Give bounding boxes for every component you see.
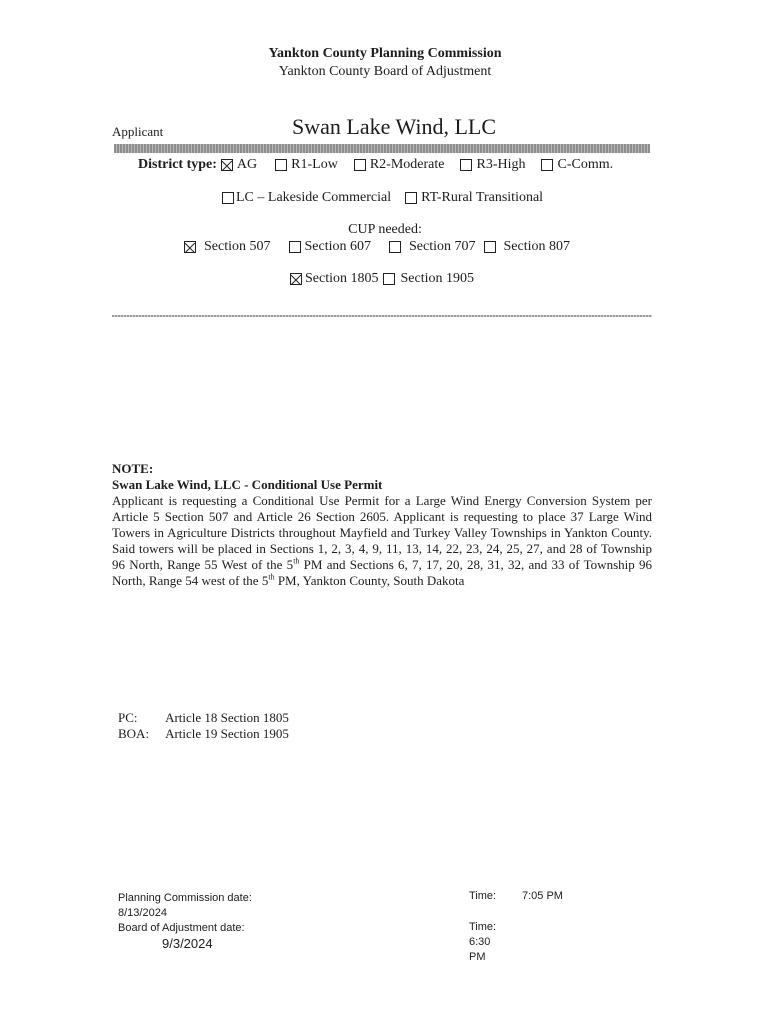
references (118, 710, 305, 742)
boa-label: BOA: (118, 726, 150, 741)
boa-date-label: Board of Adjustment date: (118, 922, 245, 934)
checkbox-icon[interactable] (484, 241, 496, 253)
section-divider (112, 315, 652, 317)
cup-option-label: Section 1905 (400, 271, 474, 286)
note-text-1: Applicant is requesting a Conditional Use Permit for a Large Wind Energy Conversion System per Article 5 Section 507 and Article 26 Section 2605. Applicant is requesting to place 37 Large Wind Towers in Agriculture Districts throughout Mayfield and Turkey Valley Townships in Yankton County. Said towers will be placed in Sections 1, 2, 3, 4, 9, 11, 13, 14, 22, 23, 24, 25, 27, and 28 of Township 96 North, Range 55 West of the 5 (112, 493, 652, 572)
pc-date-label: Planning Commission date: (118, 892, 252, 904)
district-option-label: R2-Moderate (369, 157, 445, 172)
time-label-2: Time: (469, 921, 497, 933)
checkbox-checked-icon[interactable] (290, 273, 302, 285)
checkbox-icon[interactable] (354, 159, 366, 171)
boa-value: Article 19 Section 1905 (165, 726, 289, 741)
district-row-2 (222, 190, 543, 206)
time-block-2 (469, 920, 496, 965)
cup-row-2 (290, 271, 474, 287)
district-option-lc[interactable] (222, 190, 391, 206)
note-heading: NOTE: (112, 461, 154, 476)
shaded-divider (114, 144, 650, 153)
checkbox-checked-icon[interactable] (221, 159, 233, 171)
checkbox-icon[interactable] (383, 273, 395, 285)
district-option-ag[interactable] (221, 157, 257, 173)
checkbox-icon[interactable] (541, 159, 553, 171)
pc-reference-row (118, 710, 305, 726)
cup-row-1 (184, 239, 570, 255)
cup-option-label: Section 1805 (305, 271, 379, 286)
note-text-2: PM and Sections 6, 7, 17, 20, 28, 31, 32, and 33 of Township 96 North, Range 54 west of the 5 (112, 557, 652, 588)
district-option-label: AG (236, 157, 258, 172)
checkbox-icon[interactable] (405, 192, 417, 204)
district-option-label: R3-High (476, 157, 526, 172)
cup-option-807[interactable] (484, 239, 571, 255)
district-option-r1[interactable] (275, 157, 338, 173)
pc-label: PC: (118, 710, 138, 725)
district-option-r3[interactable] (460, 157, 525, 173)
applicant-label: Applicant (112, 124, 164, 139)
district-option-label: LC – Lakeside Commercial (236, 190, 392, 205)
district-option-r2[interactable] (354, 157, 445, 173)
board-title: Yankton County Board of Adjustment (278, 64, 492, 79)
applicant-name: Swan Lake Wind, LLC (292, 114, 497, 139)
pc-value: Article 18 Section 1805 (165, 710, 289, 725)
cup-option-607[interactable] (289, 239, 372, 255)
note-section (112, 461, 652, 589)
checkbox-icon[interactable] (275, 159, 287, 171)
time-value-2-period: PM (469, 951, 486, 963)
note-sup-2: th (268, 572, 275, 582)
cup-option-label: Section 607 (304, 239, 371, 254)
cup-needed-label: CUP needed: (348, 222, 422, 237)
checkbox-icon[interactable] (289, 241, 301, 253)
checkbox-checked-icon[interactable] (184, 241, 196, 253)
commission-title: Yankton County Planning Commission (268, 46, 502, 61)
cup-option-1905[interactable] (383, 271, 475, 287)
checkbox-icon[interactable] (460, 159, 472, 171)
dates-block (118, 891, 252, 951)
boa-date-value: 9/3/2024 (162, 936, 213, 951)
note-text-3: PM, Yankton County, South Dakota (274, 573, 465, 588)
time-value-2-hour: 6:30 (469, 936, 491, 948)
cup-option-707[interactable] (389, 239, 476, 255)
note-paragraph (112, 493, 652, 589)
note-subheading: Swan Lake Wind, LLC - Conditional Use Permit (112, 477, 383, 492)
checkbox-icon[interactable] (389, 241, 401, 253)
time-label-1: Time: (469, 890, 497, 902)
district-option-label: C-Comm. (557, 157, 614, 172)
checkbox-icon[interactable] (222, 192, 234, 204)
cup-option-507[interactable] (184, 239, 271, 255)
boa-reference-row (118, 726, 305, 742)
district-row-1 (138, 157, 613, 173)
district-option-label: R1-Low (291, 157, 338, 172)
cup-option-label: Section 507 (204, 239, 271, 254)
district-option-label: RT-Rural Transitional (421, 190, 544, 205)
district-option-rt[interactable] (405, 190, 543, 206)
pc-date-value: 8/13/2024 (118, 907, 167, 919)
district-type-label: District type: (138, 157, 217, 172)
cup-option-1805[interactable] (290, 271, 379, 287)
time-value-1: 7:05 PM (522, 890, 563, 902)
cup-option-label: Section 707 (409, 239, 476, 254)
note-sup-1: th (293, 556, 300, 566)
cup-option-label: Section 807 (503, 239, 570, 254)
district-option-c[interactable] (541, 157, 613, 173)
